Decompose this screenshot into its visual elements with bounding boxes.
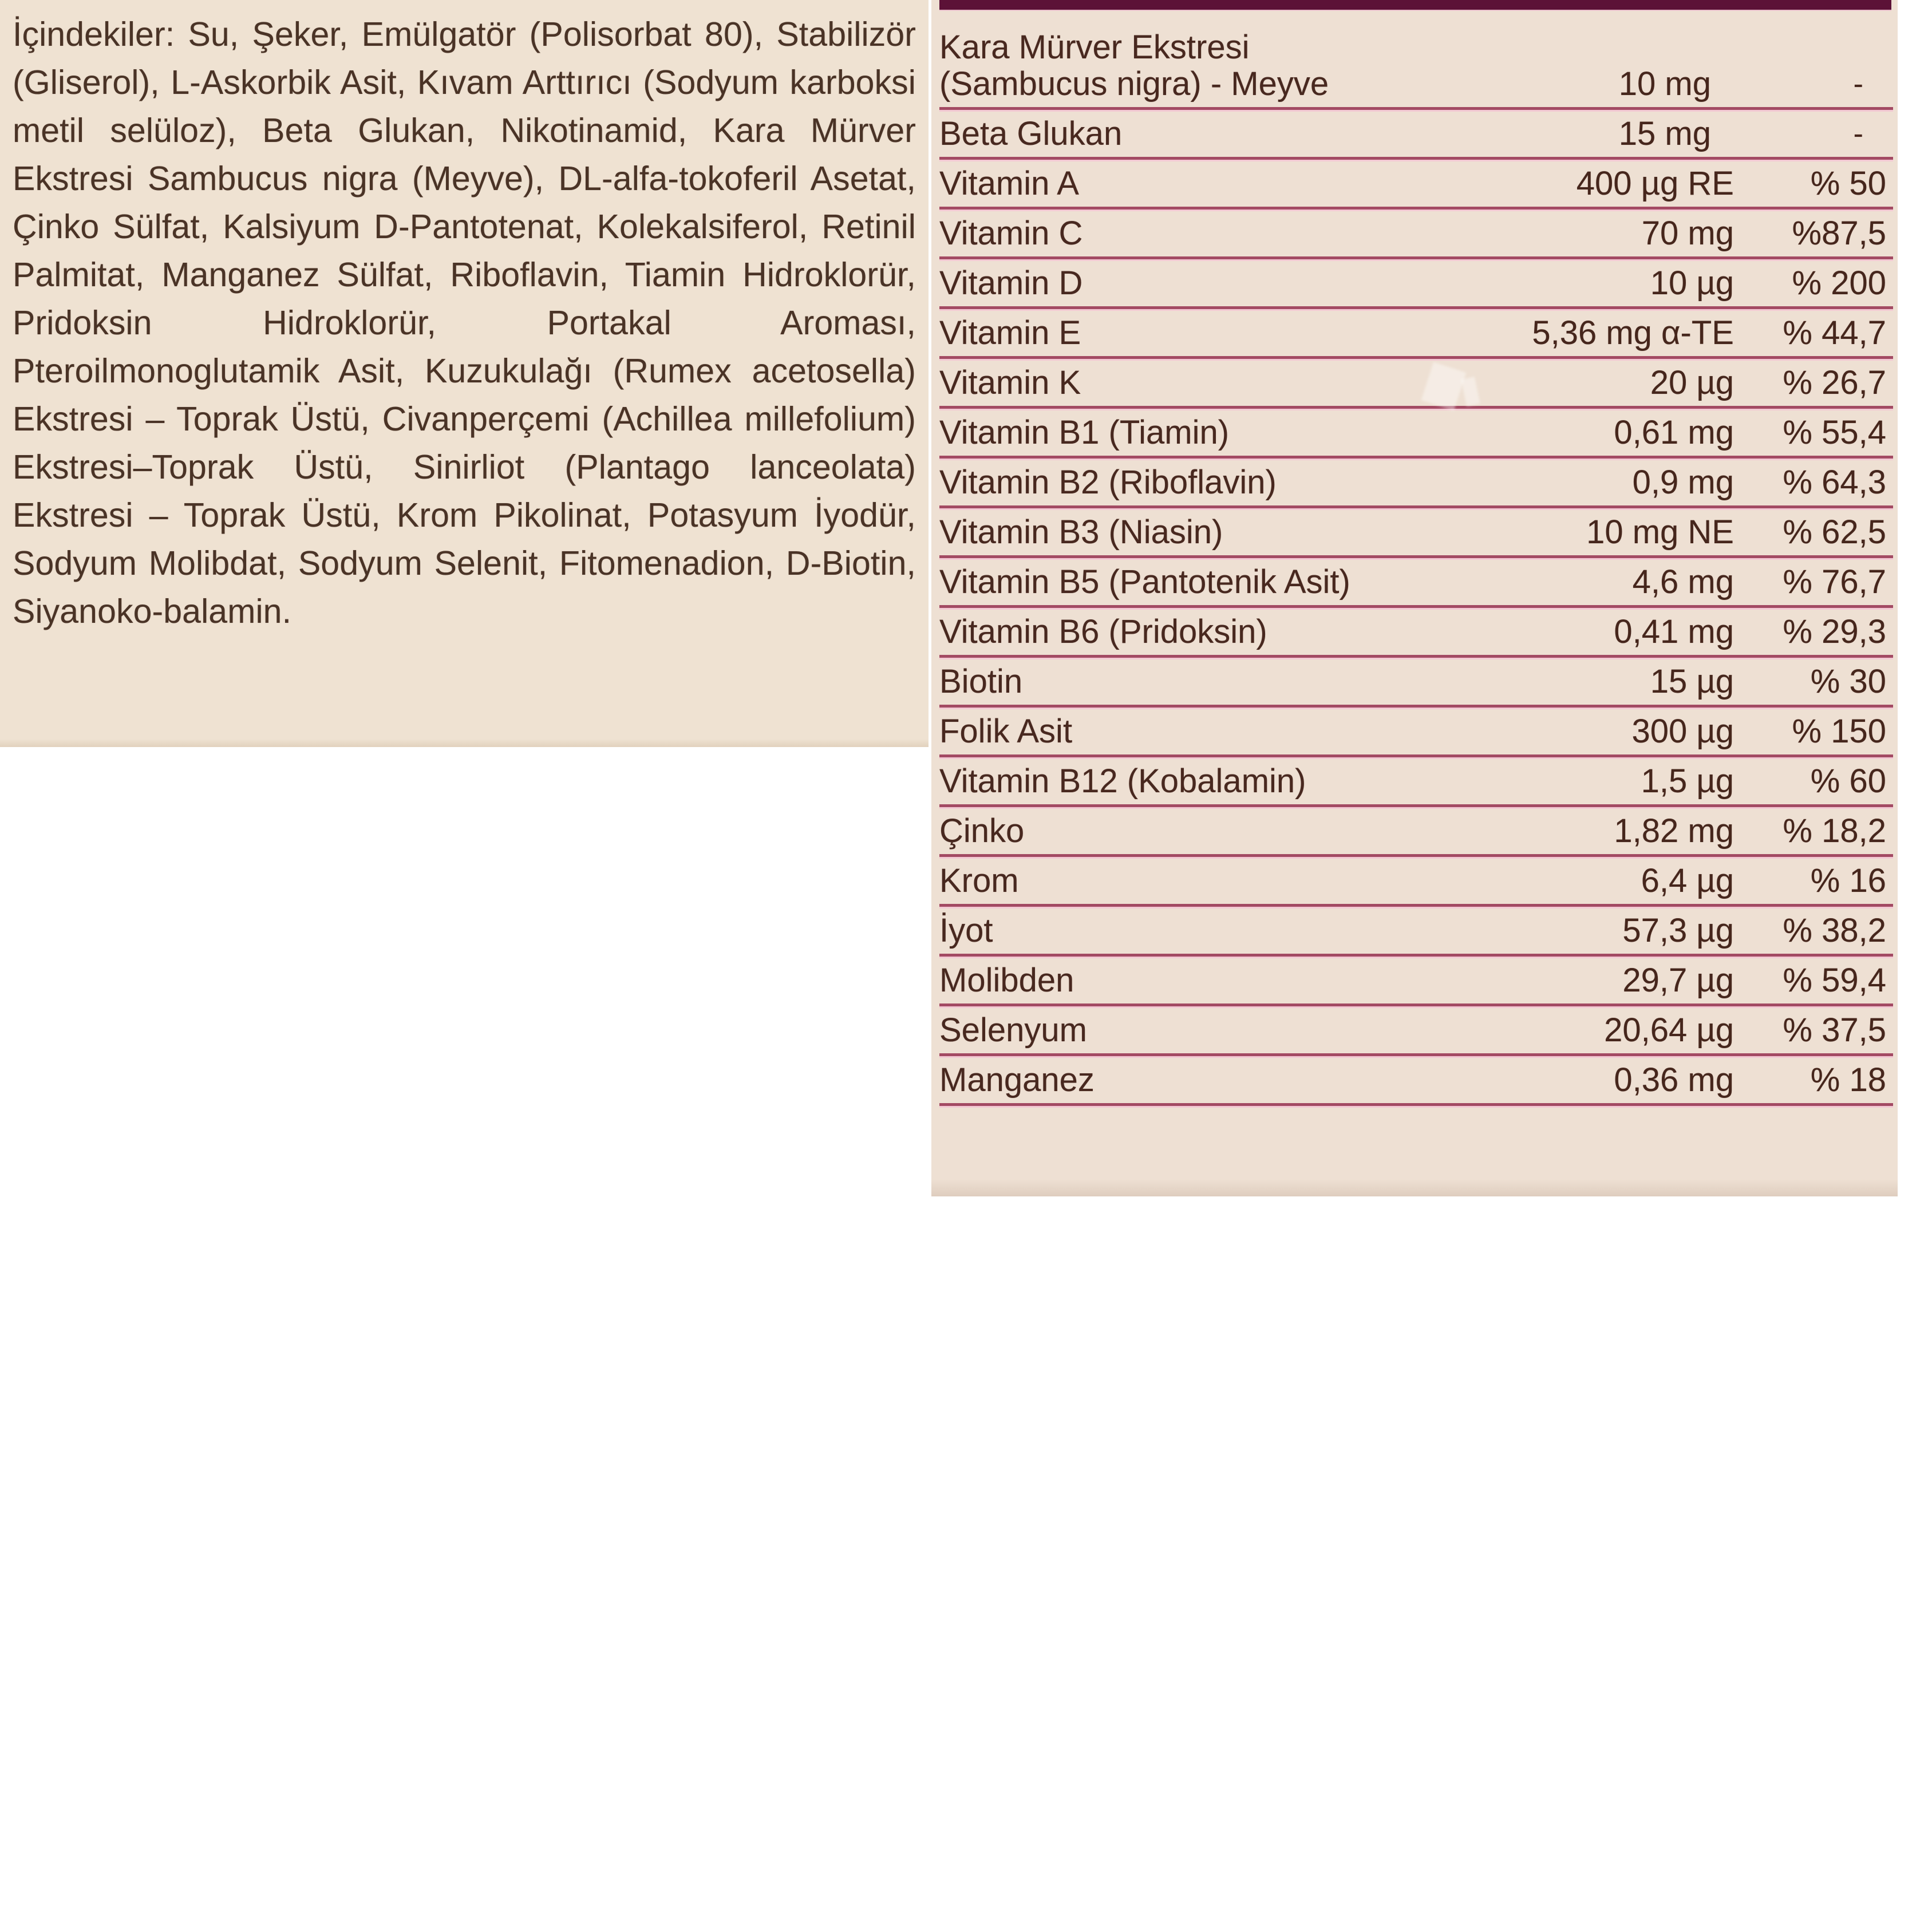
nutrient-amount: 57,3 µg [1622,912,1734,949]
table-row [939,508,1893,558]
nutrient-reference-intake-percent: % 30 [1810,663,1886,700]
nutrient-name: Vitamin B2 (Riboflavin) [939,464,1277,501]
nutrition-rows [931,10,1898,1106]
nutrient-name: Vitamin B3 (Niasin) [939,513,1223,551]
nutrient-name: Vitamin C [939,215,1083,252]
nutrient-amount: 15 mg [1618,115,1711,152]
nutrient-name: Kara Mürver Ekstresi (Sambucus nigra) - Meyve [939,29,1329,102]
nutrient-amount: 1,5 µg [1641,762,1734,800]
nutrient-name: Vitamin K [939,364,1081,401]
nutrient-amount: 10 mg NE [1586,513,1734,551]
nutrient-reference-intake-percent: % 150 [1792,713,1886,750]
nutrient-amount: 4,6 mg [1632,563,1734,600]
nutrient-reference-intake-percent: % 59,4 [1783,962,1886,999]
nutrient-name: Vitamin E [939,314,1081,351]
nutrient-name: Beta Glukan [939,115,1123,152]
nutrient-name: Vitamin D [939,264,1083,302]
nutrient-reference-intake-percent: % 64,3 [1783,464,1886,501]
nutrient-name: Vitamin B12 (Kobalamin) [939,762,1306,800]
nutrient-name: Molibden [939,962,1074,999]
nutrient-amount: 10 µg [1650,264,1734,302]
table-row [939,309,1893,359]
nutrient-amount: 20,64 µg [1604,1012,1734,1049]
nutrient-name: Vitamin B6 (Pridoksin) [939,613,1267,650]
nutrient-amount: 300 µg [1631,713,1734,750]
nutrient-reference-intake-percent: % 26,7 [1783,364,1886,401]
table-row [939,757,1893,807]
nutrient-amount: 0,41 mg [1614,613,1734,650]
nutrient-name: Selenyum [939,1012,1087,1049]
table-row [939,160,1893,210]
nutrient-reference-intake-percent: % 29,3 [1783,613,1886,650]
nutrient-name: Manganez [939,1061,1095,1099]
nutrient-amount: 0,9 mg [1632,464,1734,501]
nutrient-amount: 1,82 mg [1614,812,1734,850]
nutrient-name: İyot [939,912,993,949]
nutrient-reference-intake-percent: % 76,7 [1783,563,1886,600]
nutrient-reference-intake-percent: % 50 [1810,165,1886,202]
nutrient-amount: 0,61 mg [1614,414,1734,451]
table-row [939,110,1893,160]
nutrient-reference-intake-percent: - [1853,68,1863,101]
nutrient-amount: 400 µg RE [1576,165,1734,202]
nutrient-reference-intake-percent: % 62,5 [1783,513,1886,551]
nutrient-name: Çinko [939,812,1025,850]
table-row [939,807,1893,857]
nutrient-reference-intake-percent: % 44,7 [1783,314,1886,351]
table-row [939,409,1893,459]
nutrient-name: Biotin [939,663,1023,700]
nutrient-amount: 10 mg [1618,65,1711,102]
nutrient-name: Vitamin B5 (Pantotenik Asit) [939,563,1350,600]
nutrient-amount: 15 µg [1650,663,1734,700]
table-row [939,957,1893,1006]
table-row [939,1006,1893,1056]
nutrient-reference-intake-percent: % 37,5 [1783,1012,1886,1049]
nutrient-name: Vitamin A [939,165,1079,202]
table-row [939,608,1893,658]
nutrient-reference-intake-percent: - [1853,117,1863,151]
table-row [939,10,1893,110]
nutrient-name: Vitamin B1 (Tiamin) [939,414,1230,451]
table-row [939,907,1893,957]
table-row [939,359,1893,409]
table-row [939,210,1893,259]
table-row [939,1056,1893,1106]
table-row [939,658,1893,708]
nutrient-amount: 0,36 mg [1614,1061,1734,1099]
nutrient-amount: 70 mg [1641,215,1734,252]
nutrient-reference-intake-percent: % 16 [1810,862,1886,899]
nutrient-reference-intake-percent: % 38,2 [1783,912,1886,949]
ingredients-text: İçindekiler: Su, Şeker, Emülgatör (Polisorbat 80), Stabilizör (Gliserol), L-Askorbik Asit, Kıvam Arttırıcı (Sodyum karboksi metil selüloz), Beta Glukan, Nikotinamid, Kara Mürver Ekstresi Sambucus nigra (Meyve), DL-alfa-tokoferil Asetat, Çinko Sülfat, Kalsiyum D-Pantotenat, Kolekalsiferol, Retinil Palmitat, Manganez Sülfat, Riboflavin, Tiamin Hidroklorür, Pridoksin Hidroklorür, Portakal Aroması, Pteroilmonoglutamik Asit, Kuzukulağı (Rumex acetosella) Ekstresi – Toprak Üstü, Civanperçemi (Achillea millefolium) Ekstresi–Toprak Üstü, Sinirliot (Plantago lanceolata) Ekstresi – Toprak Üstü, Krom Pikolinat, Potasyum İyodür, Sodyum Molibdat, Sodyum Selenit, Fitomenadion, D-Biotin, Siyanoko-balamin. [13,15,916,630]
nutrient-amount: 20 µg [1650,364,1734,401]
nutrient-name: Krom [939,862,1019,899]
nutrient-amount: 5,36 mg α-TE [1532,314,1734,351]
nutrient-amount: 6,4 µg [1641,862,1734,899]
nutrient-amount: 29,7 µg [1622,962,1734,999]
ingredients-panel [0,0,929,747]
table-row [939,558,1893,608]
table-top-accent-bar [939,0,1891,10]
table-row [939,459,1893,508]
nutrient-reference-intake-percent: %87,5 [1792,215,1886,252]
table-row [939,708,1893,757]
nutrient-reference-intake-percent: % 18 [1810,1061,1886,1099]
nutrient-reference-intake-percent: % 18,2 [1783,812,1886,850]
table-row [939,857,1893,907]
nutrient-name: Folik Asit [939,713,1073,750]
nutrient-reference-intake-percent: % 55,4 [1783,414,1886,451]
nutrient-reference-intake-percent: % 60 [1810,762,1886,800]
nutrition-facts-table [931,0,1898,1196]
table-row [939,259,1893,309]
nutrient-reference-intake-percent: % 200 [1792,264,1886,302]
